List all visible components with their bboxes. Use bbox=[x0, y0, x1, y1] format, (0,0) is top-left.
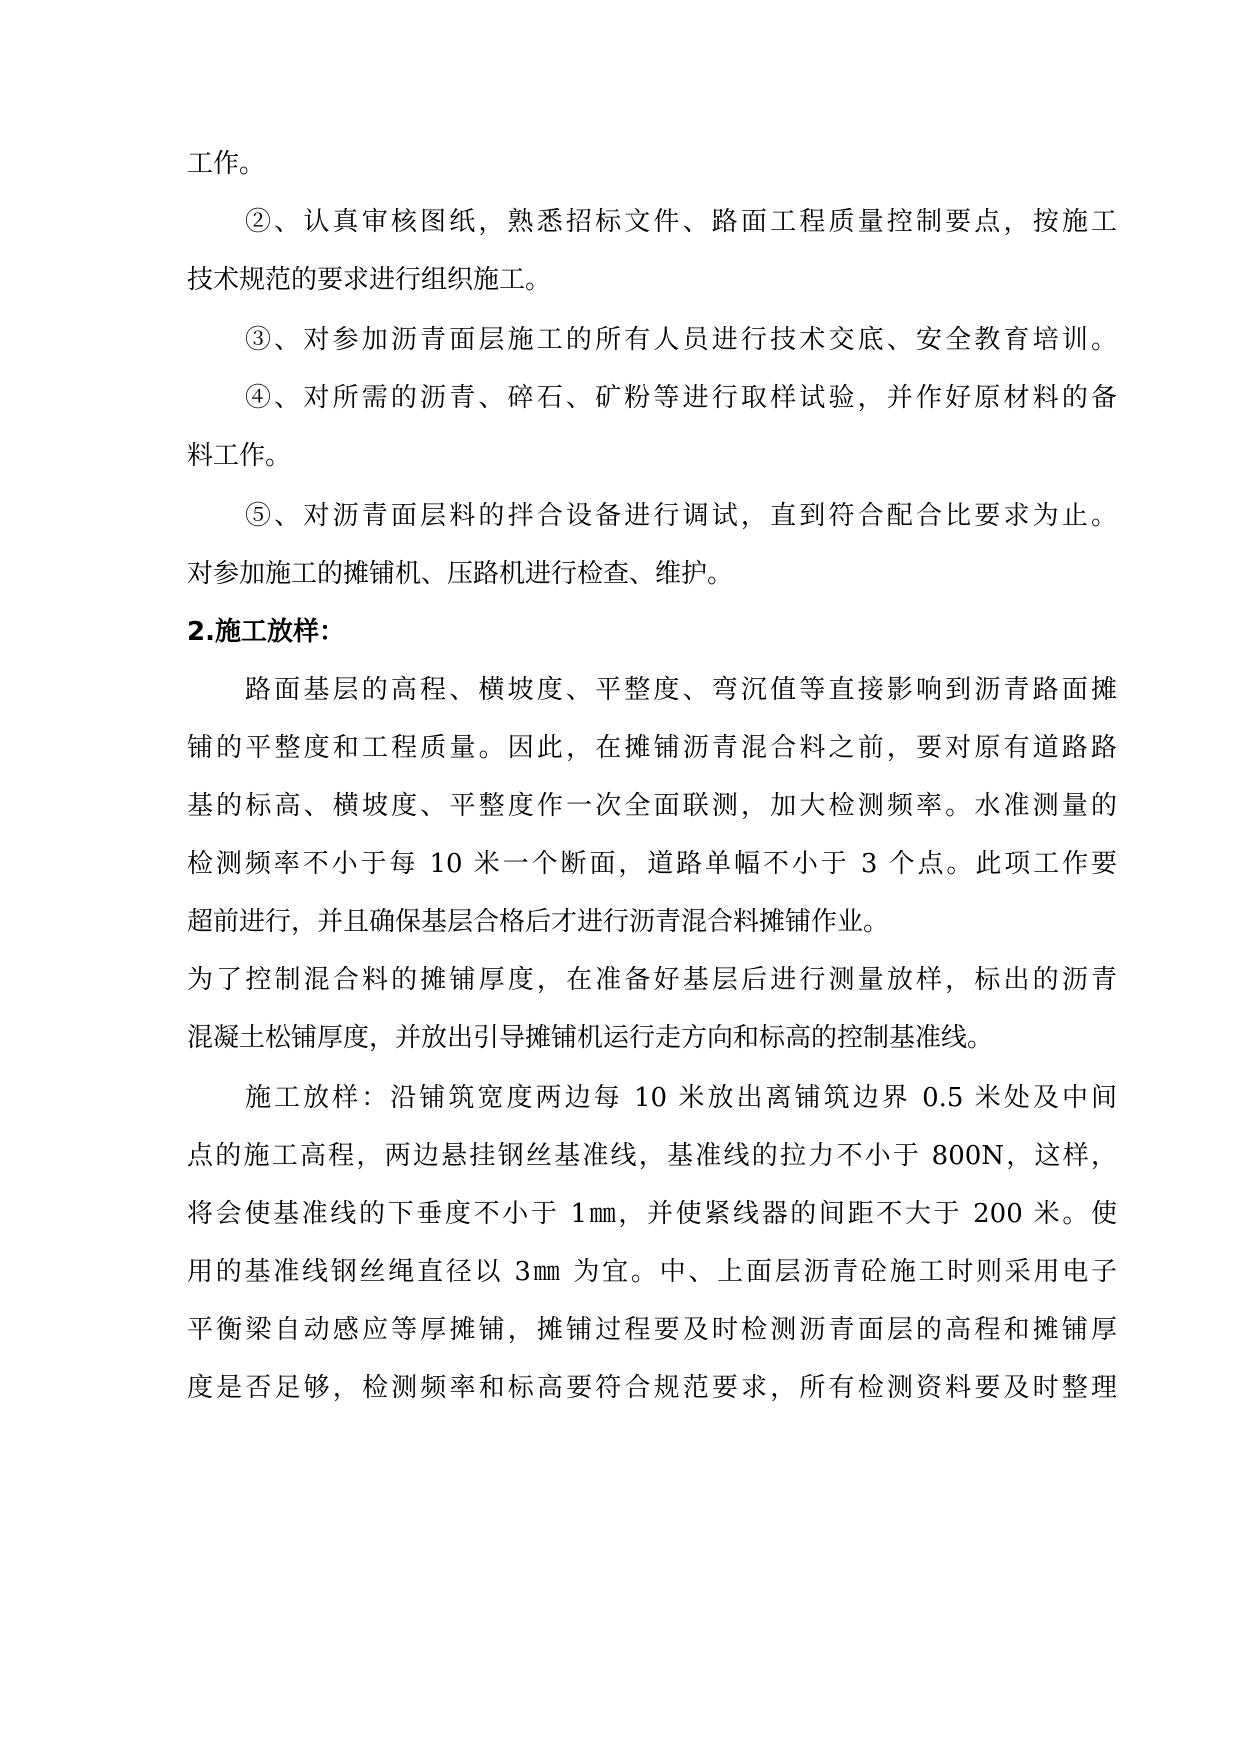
text-line: 基的标高、横坡度、平整度作一次全面联测，加大检测频率。水准测量的 bbox=[187, 791, 1117, 821]
text-line: 铺的平整度和工程质量。因此，在摊铺沥青混合料之前，要对原有道路路 bbox=[187, 733, 1117, 763]
text-line: 施工放样：沿铺筑宽度两边每 10 米放出离铺筑边界 0.5 米处及中间 bbox=[245, 1083, 1117, 1113]
text-line: ③、对参加沥青面层施工的所有人员进行技术交底、安全教育培训。 bbox=[245, 325, 1117, 355]
text-line: 技术规范的要求进行组织施工。 bbox=[187, 265, 552, 295]
text-line: 对参加施工的摊铺机、压路机进行检查、维护。 bbox=[187, 559, 734, 589]
text-line: 工作。 bbox=[187, 149, 266, 179]
text-line: 用的基准线钢丝绳直径以 3㎜ 为宜。中、上面层沥青砼施工时则采用电子 bbox=[187, 1257, 1117, 1287]
text-line: 路面基层的高程、横坡度、平整度、弯沉值等直接影响到沥青路面摊 bbox=[245, 675, 1117, 705]
text-line: ④、对所需的沥青、碎石、矿粉等进行取样试验，并作好原材料的备 bbox=[245, 383, 1117, 413]
text-line: ⑤、对沥青面层料的拌合设备进行调试，直到符合配合比要求为止。 bbox=[245, 501, 1117, 531]
text-line: 为了控制混合料的摊铺厚度，在准备好基层后进行测量放样，标出的沥青 bbox=[187, 965, 1117, 995]
text-line: 混凝土松铺厚度，并放出引导摊铺机运行走方向和标高的控制基准线。 bbox=[187, 1023, 994, 1053]
text-line: ②、认真审核图纸，熟悉招标文件、路面工程质量控制要点，按施工 bbox=[245, 207, 1117, 237]
text-line: 料工作。 bbox=[187, 441, 292, 471]
text-line: 检测频率不小于每 10 米一个断面，道路单幅不小于 3 个点。此项工作要 bbox=[187, 849, 1117, 879]
section-heading: 2.施工放样： bbox=[187, 617, 345, 647]
text-line: 平衡梁自动感应等厚摊铺，摊铺过程要及时检测沥青面层的高程和摊铺厚 bbox=[187, 1315, 1117, 1345]
text-line: 超前进行，并且确保基层合格后才进行沥青混合料摊铺作业。 bbox=[187, 907, 890, 937]
text-line: 将会使基准线的下垂度不小于 1㎜，并使紧线器的间距不大于 200 米。使 bbox=[187, 1199, 1117, 1229]
text-line: 度是否足够，检测频率和标高要符合规范要求，所有检测资料要及时整理 bbox=[187, 1373, 1117, 1403]
text-line: 点的施工高程，两边悬挂钢丝基准线，基准线的拉力不小于 800N，这样， bbox=[187, 1141, 1117, 1171]
